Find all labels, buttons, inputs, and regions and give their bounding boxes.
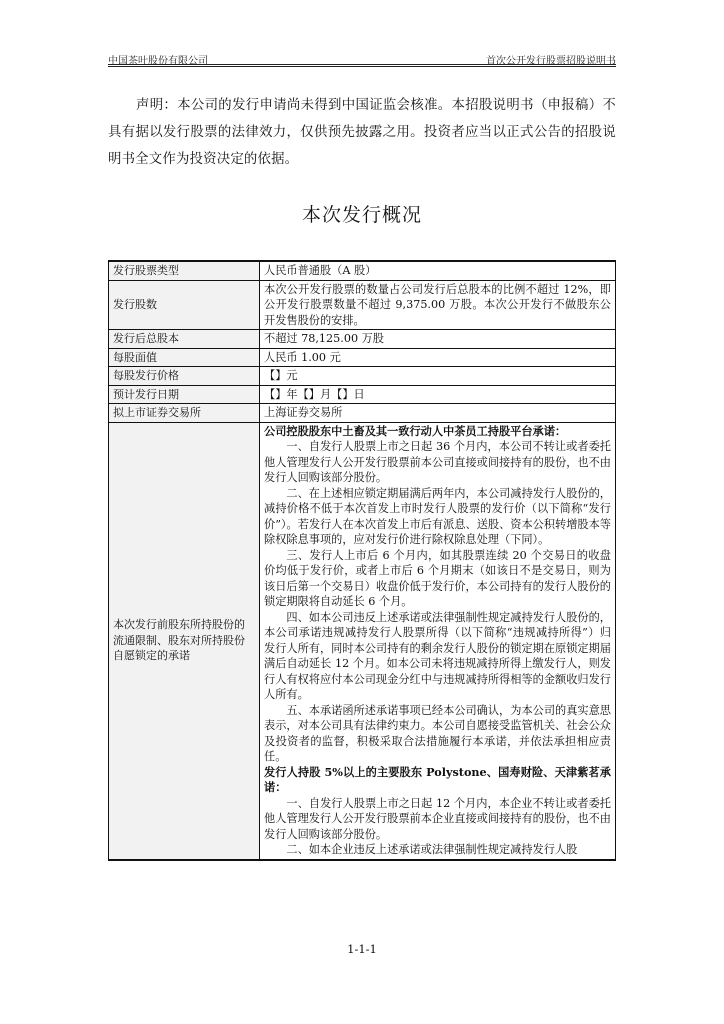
offering-table bbox=[108, 260, 616, 861]
row-value: 不超过 78,125.00 万股 bbox=[260, 330, 616, 349]
row-label: 每股面值 bbox=[109, 348, 260, 367]
row-value: 人民币普通股（A 股） bbox=[260, 261, 616, 280]
table-row bbox=[109, 330, 616, 349]
header-company: 中国茶叶股份有限公司 bbox=[108, 56, 208, 67]
page-number: 1-1-1 bbox=[347, 942, 377, 956]
commitment-heading: 公司控股股东中土畜及其一致行动人中茶员工持股平台承诺： bbox=[264, 423, 567, 438]
declaration: 声明：本公司的发行申请尚未得到中国证监会核准。本招股说明书（申报稿）不具有据以发行股票的法律效力，仅供预先披露之用。投资者应当以正式公告的招股说明书全文作为投资决定的依据。 bbox=[108, 98, 616, 167]
row-label: 发行股数 bbox=[109, 280, 260, 330]
table-row bbox=[109, 404, 616, 423]
row-label: 发行后总股本 bbox=[109, 330, 260, 349]
table-row bbox=[109, 385, 616, 404]
table-row bbox=[109, 280, 616, 330]
row-value: 本次公开发行股票的数量占公司发行后总股本的比例不超过 12%，即公开发行股票数量不超过 9,375.00 万股。本次公开发行不做股东公开发售股份的安排。 bbox=[260, 280, 616, 330]
row-value: 【】元 bbox=[260, 367, 616, 386]
commitment-heading: 发行人持股 5%以上的主要股东 Polystone、国寿财险、天津紫茗承诺： bbox=[264, 764, 611, 794]
commitment-paragraph: 三、发行人上市后 6 个月内，如其股票连续 20 个交易日的收盘价均低于发行价，或者上市后 6 个月期末（如该日不是交易日，则为该日后第一个交易日）收盘价低于发行价，本公司持有的发行人股份的锁定期限将自动延长 6 个月。 bbox=[264, 548, 611, 608]
commitment-paragraph: 一、自发行人股票上市之日起 12 个月内，本企业不转让或者委托他人管理发行人公开发行股票前本企业直接或间接持有的股份，也不由发行人回购该部分股份。 bbox=[264, 796, 611, 841]
table-row bbox=[109, 261, 616, 280]
page-title: 本次发行概况 bbox=[301, 204, 422, 226]
row-label: 拟上市证券交易所 bbox=[109, 404, 260, 423]
row-label: 发行股票类型 bbox=[109, 261, 260, 280]
row-label: 每股发行价格 bbox=[109, 367, 260, 386]
header-rule bbox=[108, 64, 616, 67]
commitment-paragraph: 四、如本公司违反上述承诺或法律强制性规定减持发行人股份的，本公司承诺违规减持发行人股票所得（以下简称“违规减持所得”）归发行人所有，同时本公司持有的剩余发行人股份的锁定期在原锁定期届满后自动延长 12 个月。如本公司未将违规减持所得上缴发行人，则发行人有权将应付本公司现金分红中与违规减持所得相等的金额收归发行人所有。 bbox=[264, 610, 611, 701]
commitment-cell bbox=[260, 422, 616, 860]
table-row bbox=[109, 367, 616, 386]
commitment-paragraph: 二、如本企业违反上述承诺或法律强制性规定减持发行人股 bbox=[286, 843, 578, 856]
row-value: 【】年【】月【】日 bbox=[260, 385, 616, 404]
row-label: 本次发行前股东所持股份的流通限制、股东对所持股份自愿锁定的承诺 bbox=[109, 422, 260, 860]
commitment-paragraph: 二、在上述相应锁定期届满后两年内，本公司减持发行人股份的，减持价格不低于本次首发上市时发行人股票的发行价（以下简称“发行价”）。若发行人在本次首发上市后有派息、送股、资本公积转增股本等除权除息事项的，应对发行价进行除权除息处理（下同）。 bbox=[264, 486, 611, 546]
header-doc-title: 首次公开发行股票招股说明书 bbox=[486, 56, 616, 67]
page-header bbox=[108, 40, 616, 67]
row-label: 预计发行日期 bbox=[109, 385, 260, 404]
row-value: 上海证券交易所 bbox=[260, 404, 616, 423]
table-row bbox=[109, 348, 616, 367]
commitment-paragraph: 五、本承诺函所述承诺事项已经本公司确认，为本公司的真实意思表示，对本公司具有法律约束力。本公司自愿接受监管机关、社会公众及投资者的监督，积极采取合法措施履行本承诺，并依法承担相应责任。 bbox=[264, 703, 611, 763]
commitment-paragraph: 一、自发行人股票上市之日起 36 个月内，本公司不转让或者委托他人管理发行人公开发行股票前本公司直接或间接持有的股份，也不由发行人回购该部分股份。 bbox=[264, 440, 611, 484]
row-value: 人民币 1.00 元 bbox=[260, 348, 616, 367]
table-row bbox=[109, 422, 616, 860]
